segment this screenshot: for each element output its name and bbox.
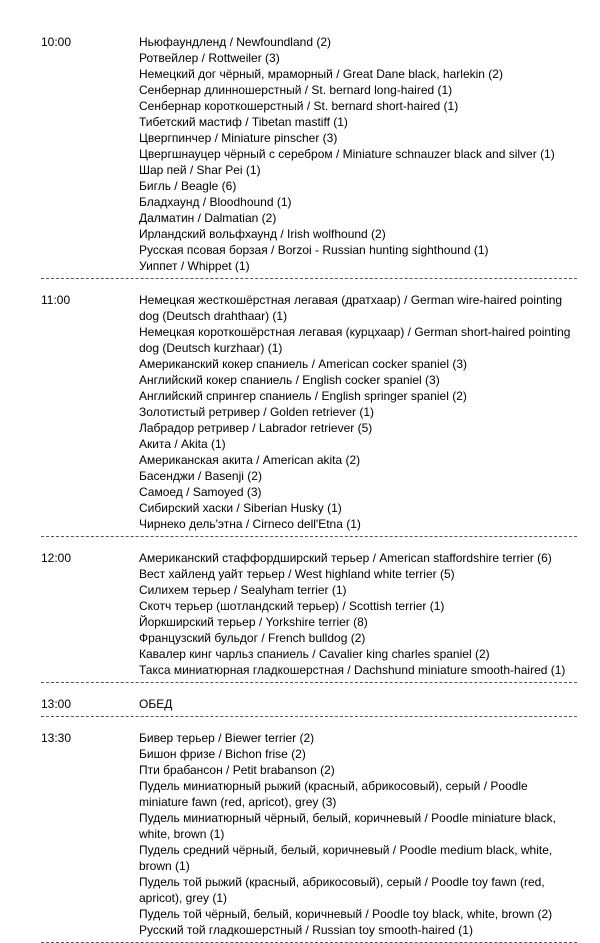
breed-entry: Ирландский вольфхаунд / Irish wolfhound (2) bbox=[139, 227, 386, 241]
breed-entry: Ротвейлер / Rottweiler (3) bbox=[139, 51, 280, 65]
breed-entry: Скотч терьер (шотландский терьер) / Scottish terrier (1) bbox=[139, 599, 445, 613]
breed-entry: Пудель миниатюрный рыжий (красный, абрикосовый), серый / Poodle miniature fawn (red, apricot), grey (3) bbox=[139, 779, 528, 809]
breed-list bbox=[139, 550, 577, 678]
breed-entry: Тибетский мастиф / Tibetan mastiff (1) bbox=[139, 115, 348, 129]
breed-entry: Самоед / Samoyed (3) bbox=[139, 485, 262, 499]
breed-entry: Силихем терьер / Sealyham terrier (1) bbox=[139, 583, 347, 597]
breed-entry: Пти брабансон / Petit brabanson (2) bbox=[139, 763, 335, 777]
breed-list bbox=[139, 730, 577, 938]
breed-entry: Американский кокер спаниель / American cocker spaniel (3) bbox=[139, 357, 467, 371]
breed-entry: Бивер терьер / Biewer terrier (2) bbox=[139, 731, 315, 745]
breed-list bbox=[139, 292, 577, 532]
time-slot-lunch bbox=[41, 694, 577, 717]
time-slot bbox=[41, 32, 577, 279]
breed-entry: Золотистый ретривер / Golden retriever (1) bbox=[139, 405, 375, 419]
breed-entry: Английский кокер спаниель / English cocker spaniel (3) bbox=[139, 373, 440, 387]
breed-entry: Немецкий дог чёрный, мраморный / Great Dane black, harlekin (2) bbox=[139, 67, 503, 81]
breed-list bbox=[139, 34, 577, 274]
slot-time: 11:00 bbox=[41, 293, 71, 307]
breed-entry: Вест хайленд уайт терьер / West highland white terrier (5) bbox=[139, 567, 455, 581]
breed-entry: Английский спрингер спаниель / English springer spaniel (2) bbox=[139, 389, 467, 403]
breed-entry: Уиппет / Whippet (1) bbox=[139, 259, 250, 273]
breed-entry: Лабрадор ретривер / Labrador retriever (5) bbox=[139, 421, 373, 435]
breed-entry: Русский той гладкошерстный / Russian toy smooth-haired (1) bbox=[139, 923, 473, 937]
breed-entry: Акита / Akita (1) bbox=[139, 437, 226, 451]
breed-entry: Бигль / Beagle (6) bbox=[139, 179, 237, 193]
breed-entry: Бладхаунд / Bloodhound (1) bbox=[139, 195, 292, 209]
breed-entry: Русская псовая борзая / Borzoi - Russian hunting sighthound (1) bbox=[139, 243, 489, 257]
breed-entry: Сенбернар длинношерстный / St. bernard long-haired (1) bbox=[139, 83, 453, 97]
time-slot bbox=[41, 548, 577, 683]
time-slot bbox=[41, 728, 577, 943]
breed-entry: Бишон фризе / Bichon frise (2) bbox=[139, 747, 306, 761]
breed-entry: Цвергпинчер / Miniature pinscher (3) bbox=[139, 131, 338, 145]
breed-entry: Кавалер кинг чарльз спаниель / Cavalier king charles spaniel (2) bbox=[139, 647, 490, 661]
breed-entry: Сенбернар короткошерстный / St. bernard short-haired (1) bbox=[139, 99, 459, 113]
breed-entry: Немецкая короткошёрстная легавая (курцхаар) / German short-haired pointing dog (Deutsch kurzhaar) (1) bbox=[139, 325, 571, 355]
breed-entry: Американская акита / American akita (2) bbox=[139, 453, 361, 467]
breed-entry: Немецкая жесткошёрстная легавая (дратхаар) / German wire-haired pointing dog (Deutsch drahthaar) (1) bbox=[139, 293, 563, 323]
slot-time: 12:00 bbox=[41, 551, 72, 565]
breed-entry: Сибирский хаски / Siberian Husky (1) bbox=[139, 501, 342, 515]
slot-time: 10:00 bbox=[41, 35, 72, 49]
slot-time: 13:30 bbox=[41, 731, 72, 745]
breed-entry: Такса миниатюрная гладкошерстная / Dachshund miniature smooth-haired (1) bbox=[139, 663, 566, 677]
breed-entry: Далматин / Dalmatian (2) bbox=[139, 211, 277, 225]
breed-entry: Пудель той чёрный, белый, коричневый / Poodle toy black, white, brown (2) bbox=[139, 907, 553, 921]
breed-entry: Чирнеко дель'этна / Cirneco dell'Etna (1) bbox=[139, 517, 361, 531]
breed-entry: Йоркширский терьер / Yorkshire terrier (8) bbox=[139, 615, 368, 629]
breed-entry: Пудель той рыжий (красный, абрикосовый), серый / Poodle toy fawn (red, apricot), grey (1) bbox=[139, 875, 545, 905]
lunch-break-label: ОБЕД bbox=[139, 697, 173, 711]
breed-entry: Басенджи / Basenji (2) bbox=[139, 469, 262, 483]
breed-entry: Пудель средний чёрный, белый, коричневый / Poodle medium black, white, brown (1) bbox=[139, 843, 553, 873]
breed-entry: Пудель миниатюрный чёрный, белый, коричневый / Poodle miniature black, white, brown (1) bbox=[139, 811, 556, 841]
breed-entry: Шар пей / Shar Pei (1) bbox=[139, 163, 261, 177]
slot-time: 13:00 bbox=[41, 697, 72, 711]
breed-entry: Американский стаффордширский терьер / American staffordshire terrier (6) bbox=[139, 551, 552, 565]
schedule-table bbox=[41, 32, 577, 943]
breed-entry: Цвергшнауцер чёрный с серебром / Miniature schnauzer black and silver (1) bbox=[139, 147, 555, 161]
breed-list bbox=[139, 696, 577, 712]
breed-entry: Ньюфаундленд / Newfoundland (2) bbox=[139, 35, 331, 49]
breed-entry: Французский бульдог / French bulldog (2) bbox=[139, 631, 366, 645]
time-slot bbox=[41, 290, 577, 537]
